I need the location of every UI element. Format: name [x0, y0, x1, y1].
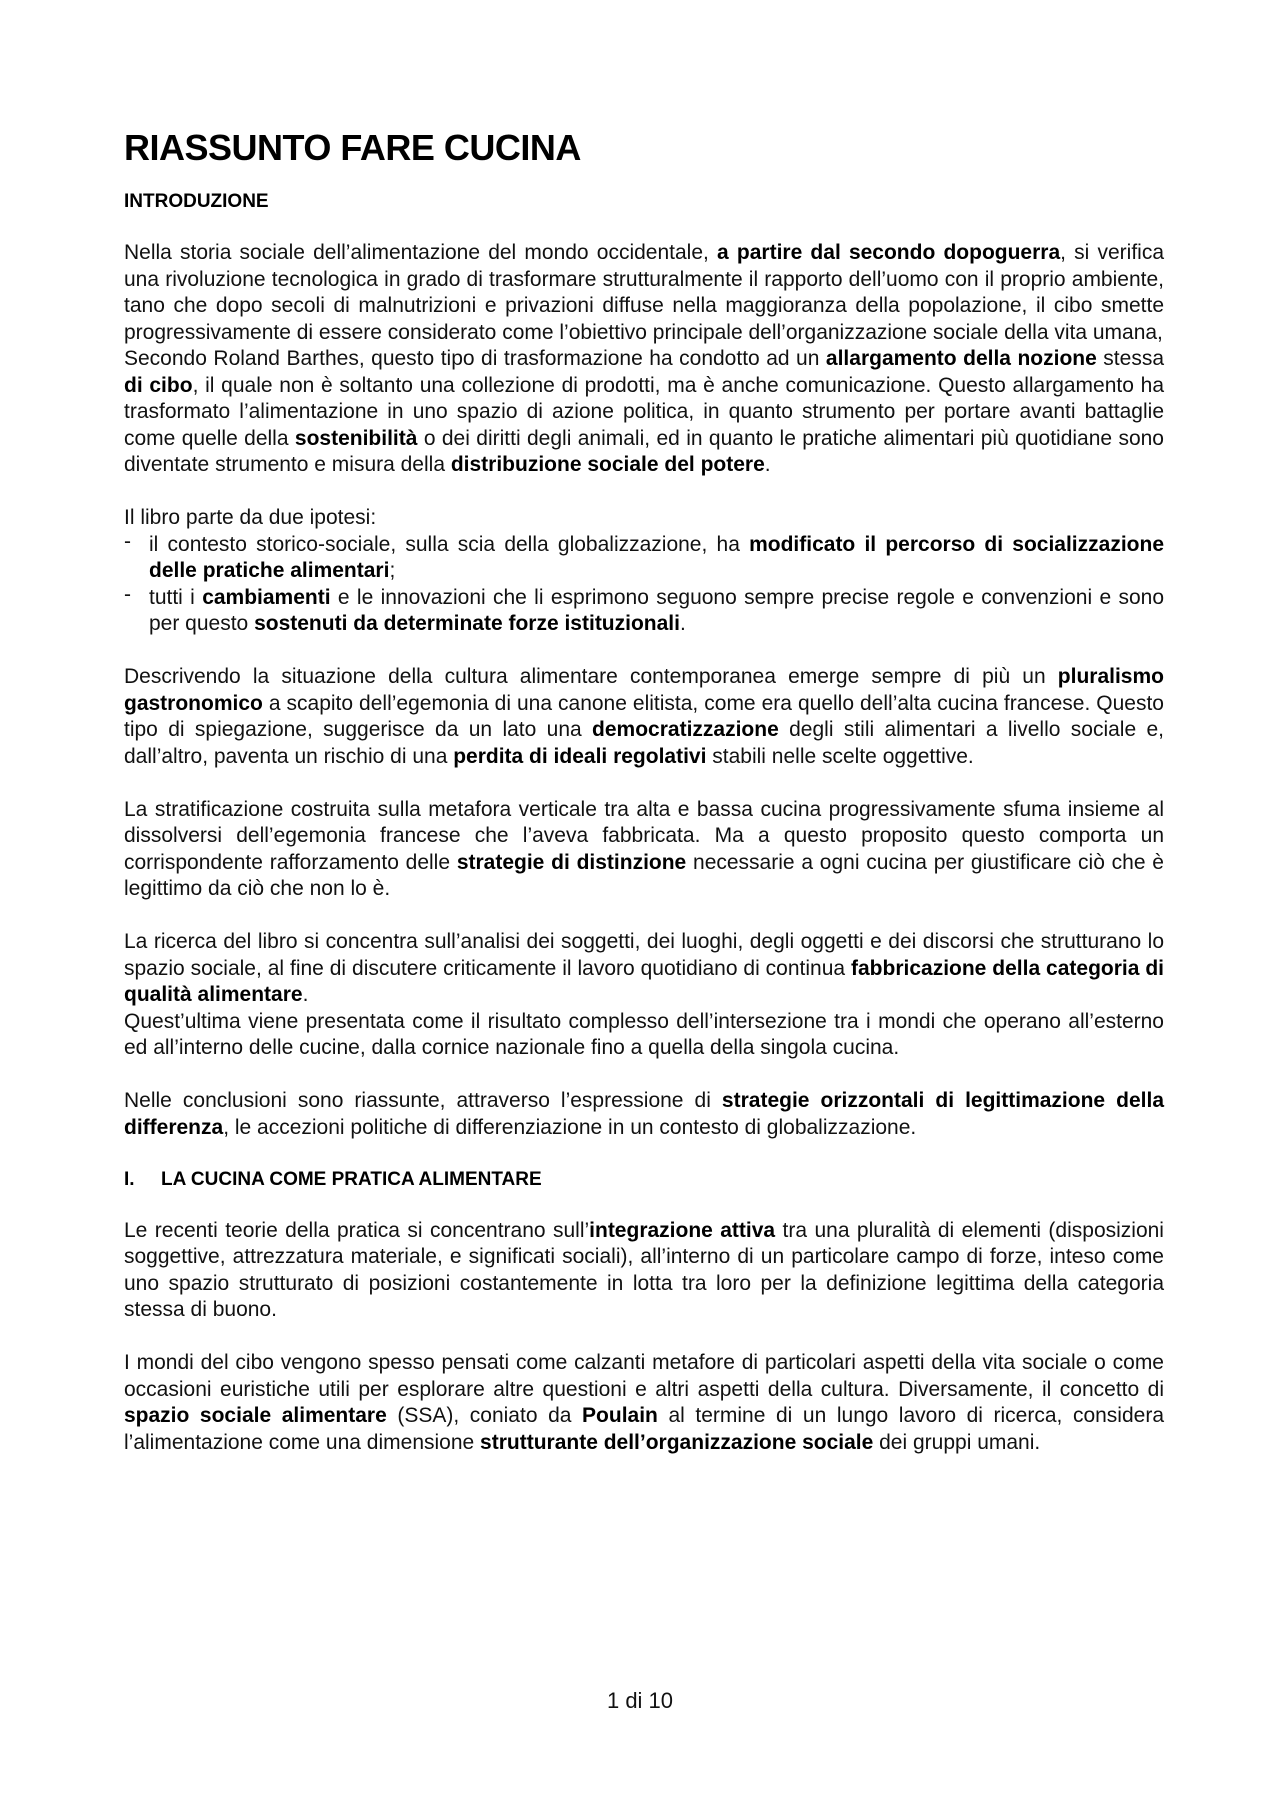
- text: La ricerca del libro si concentra sull’analisi dei soggetti, dei luoghi, degli oggetti e dei discorsi che strutturano lo spazio sociale, al fine di discutere criticamente il lavoro quotidiano di continua: [124, 930, 1164, 980]
- bold-text: strategie di distinzione: [456, 850, 687, 874]
- bold-text: spazio sociale alimentare: [124, 1404, 387, 1427]
- paragraph-1: [124, 240, 1164, 346]
- text: La stratificazione costruita sulla metafora verticale tra alta e bassa cucina progressivamente sfuma insieme al dissolversi dell’egemonia francese che l’aveva fabbricata. Ma a questo proposito questo comporta un corrispondente rafforzamento delle: [124, 797, 1164, 874]
- bold-text: pluralismo gastronomico: [124, 665, 1164, 715]
- text: Le recenti teorie della pratica si concentrano sull’: [124, 1218, 590, 1242]
- text: Descrivendo la situazione della cultura alimentare contemporanea emerge sempre di più un: [124, 665, 1058, 688]
- paragraph-6: [124, 929, 1164, 1009]
- bold-text: sostenibilità: [294, 426, 418, 450]
- bold-text: democratizzazione: [592, 718, 779, 741]
- text: tra una pluralità di elementi (disposizioni soggettive, attrezzatura materiale, e significati sociali), all’interno di un particolare campo di forze, inteso come uno spazio strutturato di posizioni costantemente in lotta tra loro per la definizione legittima della categoria stessa di buono.: [124, 1218, 1164, 1321]
- list-item: [124, 532, 1164, 585]
- text: .: [764, 453, 771, 476]
- bold-text: strutturante dell’organizzazione sociale: [480, 1430, 874, 1454]
- paragraph-10: [124, 1350, 1164, 1456]
- text: , il quale non è soltanto una collezione di prodotti, ma è anche comunicazione. Questo allargamento ha trasformato l’alimentazione in uno spazio di azione politica, in quanto strumento per portare avanti battaglie come quelle della: [124, 373, 1164, 450]
- bold-text: sostenuti da determinate forze istituzionali: [254, 612, 680, 635]
- text: e le innovazioni che li esprimono seguono sempre precise regole e convenzioni e sono per questo: [149, 585, 1164, 635]
- bold-text: perdita di ideali regolativi: [453, 744, 707, 768]
- section-number: I.: [124, 1168, 135, 1190]
- paragraph-2: [124, 346, 1164, 479]
- bold-text: strategie orizzontali di legittimazione della differenza: [124, 1089, 1164, 1139]
- text: , le accezioni politiche di differenziazione in un contesto di globalizzazione.: [223, 1115, 917, 1139]
- bold-text: integrazione attiva: [589, 1218, 776, 1242]
- text: il contesto storico-sociale, sulla scia della globalizzazione, ha: [149, 532, 750, 556]
- bold-text: distribuzione sociale del potere: [450, 453, 765, 476]
- text: ;: [389, 559, 396, 582]
- bold-text: allargamento della nozione: [825, 347, 1097, 370]
- text: (SSA), coniato da: [386, 1404, 583, 1427]
- document-page: [124, 126, 1164, 1456]
- text: al termine di un lungo lavoro di ricerca, considera l’alimentazione come una dimensione: [124, 1404, 1164, 1454]
- paragraph-9: [124, 1218, 1164, 1324]
- text: Nella storia sociale dell’alimentazione del mondo occidentale,: [124, 241, 718, 264]
- paragraph-3: Il libro parte da due ipotesi:: [124, 506, 377, 529]
- text: Secondo Roland Barthes, questo tipo di trasformazione ha condotto ad un: [124, 347, 826, 370]
- text: stessa: [1096, 347, 1165, 370]
- paragraph-5: [124, 797, 1164, 903]
- text: .: [679, 612, 686, 635]
- text: tutti i: [149, 585, 203, 609]
- text: o dei diritti degli animali, ed in quanto le pratiche alimentari più quotidiane sono diventate strumento e misura della: [124, 426, 1164, 476]
- text: .: [302, 983, 309, 1006]
- text: I mondi del cibo vengono spesso pensati come calzanti metafore di particolari aspetti della vita sociale o come occasioni euristiche utili per esplorare altre questioni e altri aspetti della cultura. Diversamente, il concetto di: [124, 1351, 1164, 1401]
- document-title: RIASSUNTO FARE CUCINA: [124, 127, 581, 168]
- text: dei gruppi umani.: [873, 1430, 1041, 1454]
- section-title: LA CUCINA COME PRATICA ALIMENTARE: [161, 1168, 542, 1190]
- list-item: [124, 585, 1164, 638]
- bold-text: a partire dal secondo dopoguerra: [717, 241, 1061, 264]
- text: , si verifica una rivoluzione tecnologica in grado di trasformare strutturalmente il rapporto dell’uomo con il proprio ambiente, tano che dopo secoli di malnutrizioni e privazioni diffuse nella maggioranza della popolazione, il cibo smette progressivamente di essere considerato come l’obiettivo principale dell’organizzazione sociale della vita umana,: [124, 241, 1165, 344]
- text: a scapito dell’egemonia di una canone elitista, come era quello dell’alta cucina francese. Questo tipo di spiegazione, suggerisce da un lato una: [124, 691, 1164, 741]
- text: degli stili alimentari a livello sociale e, dall’altro, paventa un rischio di una: [124, 718, 1164, 768]
- paragraph-7: Quest’ultima viene presentata come il risultato complesso dell’intersezione tra i mondi che operano all’esterno ed all’interno delle cucine, dalla cornice nazionale fino a quella della singola cucina.: [124, 1009, 1164, 1059]
- page-number: 1 di 10: [606, 1688, 674, 1713]
- intro-heading: INTRODUZIONE: [124, 191, 269, 212]
- bold-text: modificato il percorso di socializzazione delle pratiche alimentari: [149, 532, 1164, 582]
- hypotheses-list: [124, 532, 1164, 638]
- text: necessarie a ogni cucina per giustificare ciò che è legittimo da ciò che non lo è.: [124, 850, 1164, 900]
- bold-text: cambiamenti: [202, 585, 331, 609]
- paragraph-4: [124, 664, 1164, 770]
- bold-text: di cibo: [124, 373, 193, 397]
- paragraph-8: [124, 1088, 1164, 1141]
- section-heading: [124, 1168, 1164, 1192]
- bold-text: fabbricazione della categoria di qualità alimentare: [124, 956, 1164, 1006]
- bold-text: Poulain: [582, 1404, 658, 1427]
- text: Nelle conclusioni sono riassunte, attraverso l’espressione di: [124, 1089, 722, 1112]
- text: stabili nelle scelte oggettive.: [706, 744, 974, 768]
